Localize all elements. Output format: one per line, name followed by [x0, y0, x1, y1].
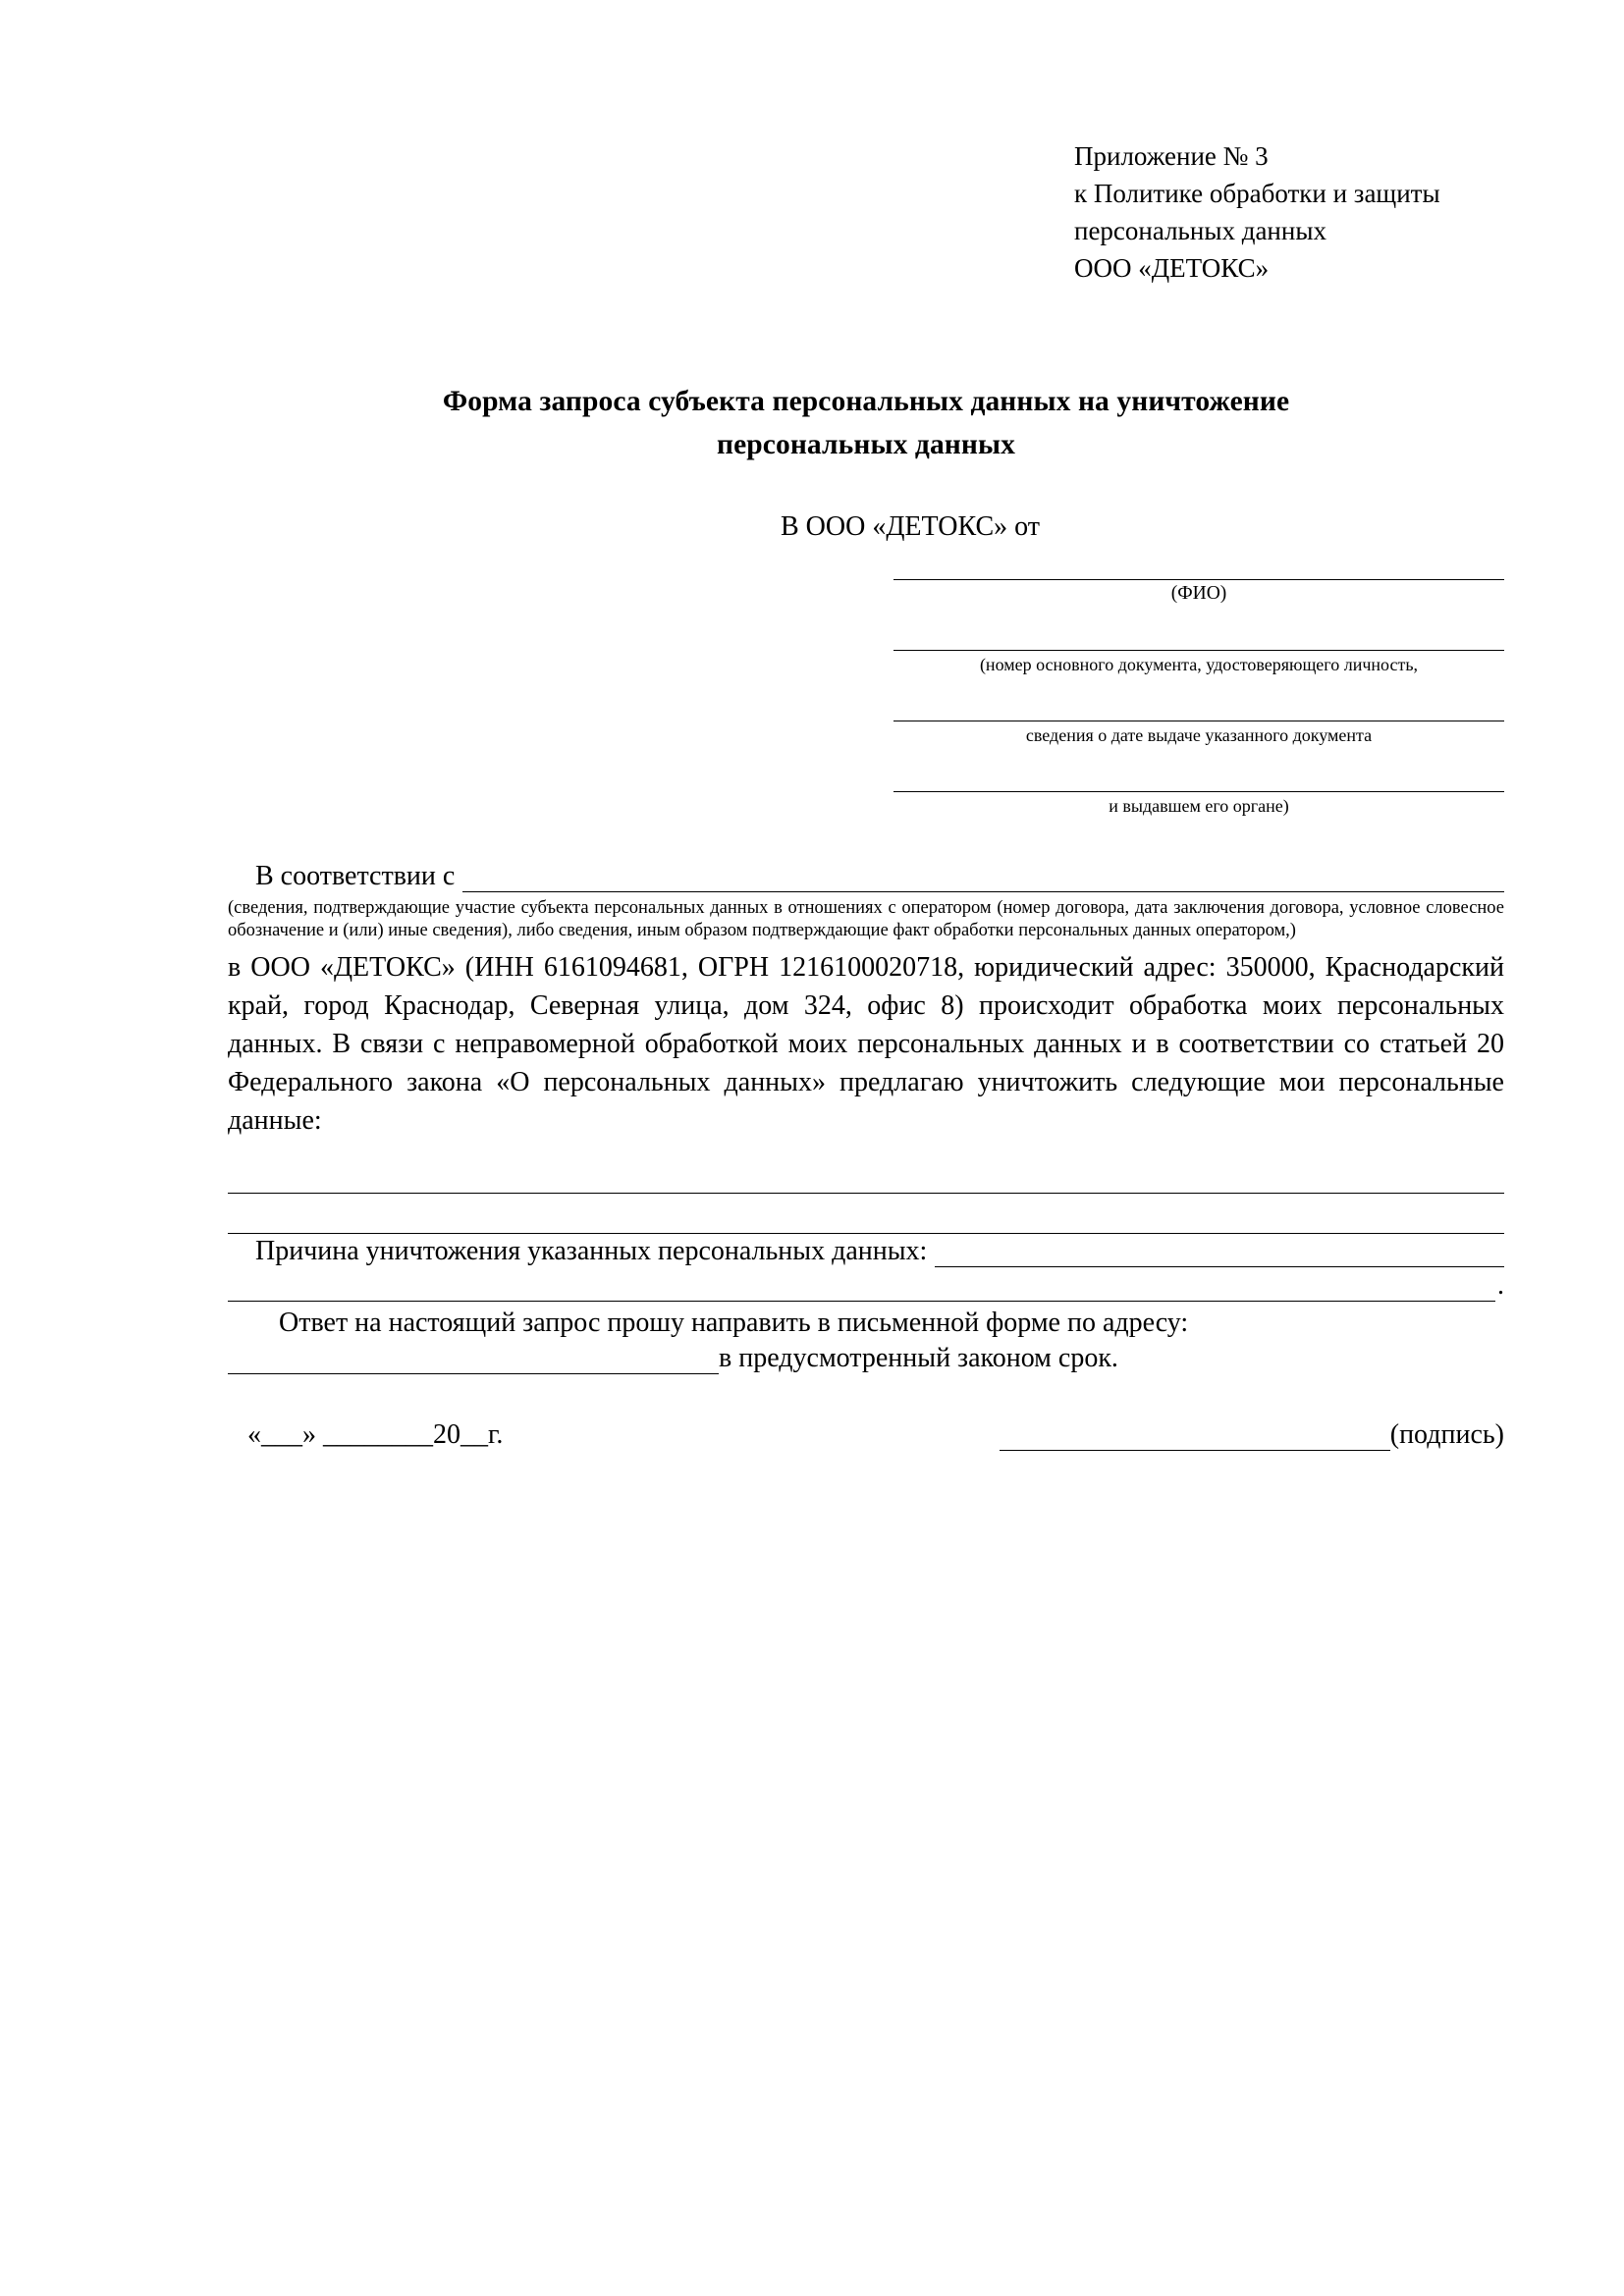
- appendix-header-line-1: Приложение № 3: [1074, 141, 1269, 171]
- document-issuer-input-line[interactable]: [893, 765, 1504, 792]
- data-list-line-1[interactable]: [228, 1153, 1504, 1194]
- answer-address-row: [228, 1342, 1504, 1374]
- answer-address-input-line[interactable]: [228, 1342, 719, 1374]
- reason-input-line-2[interactable]: [228, 1267, 1495, 1302]
- signature-row: [228, 1419, 1504, 1451]
- data-list-line-2[interactable]: [228, 1194, 1504, 1234]
- applicant-fields: [893, 553, 1504, 818]
- appendix-header: [1074, 137, 1504, 287]
- document-content: [228, 137, 1504, 1451]
- document-date-caption: сведения о дате выдаче указанного документа: [1025, 725, 1373, 745]
- accordance-row: [228, 861, 1504, 892]
- accordance-label: В соответствии с: [255, 861, 456, 891]
- answer-address-tail: в предусмотренный законом срок.: [719, 1343, 1118, 1373]
- accordance-fineprint: (сведения, подтверждающие участие субъекта персональных данных в отношениях с оператором (номер договора, дата заключения договора, условное словесное обозначение и (или) иные сведения), либо сведения, иным образом подтверждающие факт обработки персональных данных оператором,): [228, 898, 1504, 940]
- answer-paragraph: Ответ на настоящий запрос прошу направить в письменной форме по адресу:: [279, 1308, 1189, 1338]
- document-number-caption: (номер основного документа, удостоверяющего личность,: [979, 655, 1419, 674]
- reason-row-2: [228, 1267, 1504, 1302]
- page-title-line-1: Форма запроса субъекта персональных данных на уничтожение: [442, 386, 1290, 417]
- document-date-input-line[interactable]: [893, 694, 1504, 721]
- body-paragraph: в ООО «ДЕТОКС» (ИНН 6161094681, ОГРН 1216100020718, юридический адрес: 350000, Краснодарский край, город Краснодар, Северная улица, дом 324, офис 8) происходит обработка моих персональных данных. В связи с неправомерной обработкой моих персональных данных и в соответствии со статьей 20 Федерального закона «О персональных данных» предлагаю уничтожить следующие мои персональные данные:: [228, 952, 1504, 1136]
- accordance-input-line[interactable]: [462, 867, 1504, 892]
- page-title: [228, 380, 1504, 466]
- document-number-input-line[interactable]: [893, 623, 1504, 651]
- reason-period: .: [1497, 1270, 1504, 1301]
- date-field[interactable]: «___» ________20__г.: [247, 1419, 504, 1450]
- signature-caption: (подпись): [1389, 1419, 1504, 1450]
- fio-caption: (ФИО): [1170, 583, 1227, 604]
- appendix-header-line-3: персональных данных: [1074, 216, 1326, 245]
- appendix-header-line-4: ООО «ДЕТОКС»: [1074, 253, 1270, 283]
- page-title-line-2: персональных данных: [716, 429, 1015, 460]
- reason-row: [228, 1236, 1504, 1267]
- fio-input-line[interactable]: [893, 553, 1504, 580]
- document-issuer-caption: и выдавшем его органе): [1109, 796, 1289, 816]
- addressee-line: В ООО «ДЕТОКС» от: [780, 511, 1041, 542]
- reason-input-line-1[interactable]: [935, 1241, 1504, 1267]
- reason-label: Причина уничтожения указанных персональных данных:: [255, 1236, 928, 1266]
- appendix-header-line-2: к Политике обработки и защиты: [1074, 179, 1440, 208]
- signature-input-line[interactable]: [1000, 1420, 1390, 1451]
